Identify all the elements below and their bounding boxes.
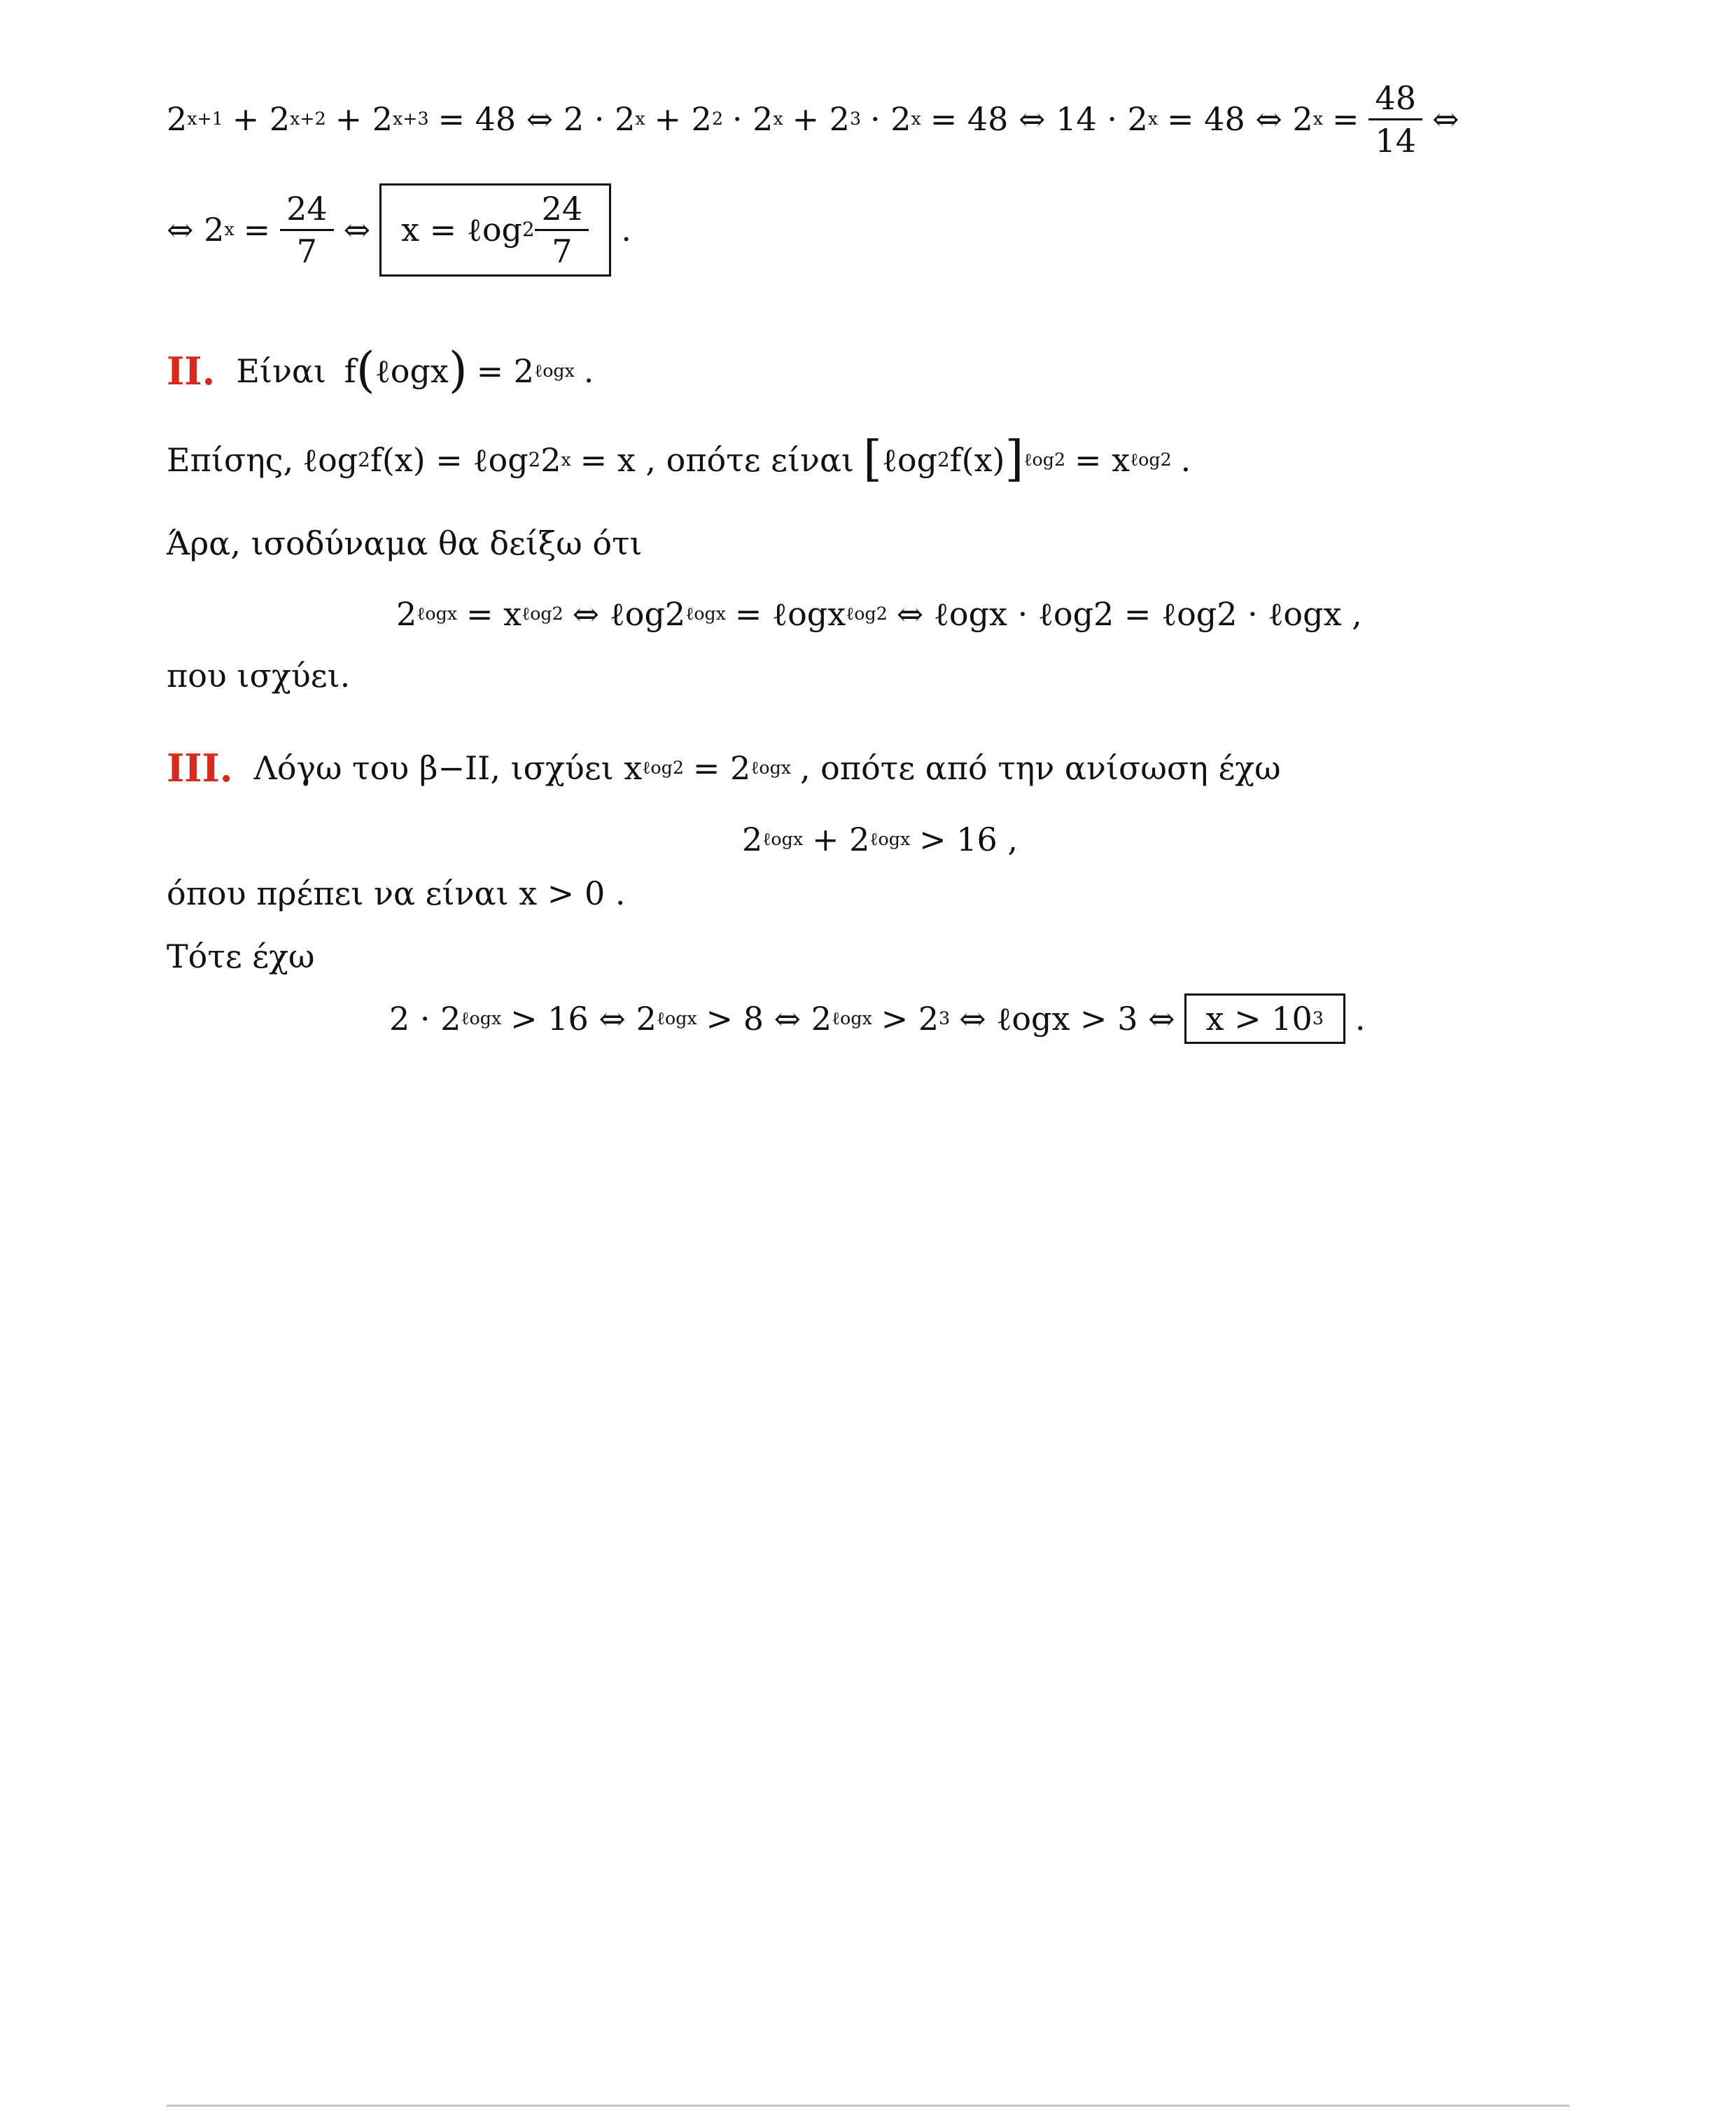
math-text: = 48 ⇔ 2: [1167, 100, 1313, 138]
math-text: = 48 ⇔ 2 · 2: [438, 100, 636, 138]
math-text: x > 10: [1205, 1000, 1312, 1038]
math-text: = 48 ⇔ 14 · 2: [930, 100, 1148, 138]
fraction-denominator: 7: [280, 229, 334, 267]
math-text: 2: [742, 821, 763, 858]
ara-line: [167, 524, 643, 563]
equation-line-2: ⇔ 2 x = $\frac{24}{7}$ ⇔ x = ℓog 2 $\frac{24}{7}$ .: [167, 181, 631, 279]
math-text: ⇔ ℓogx · ℓog2 = ℓog2 · ℓogx ,: [896, 595, 1362, 633]
math-text: ℓog: [302, 441, 358, 479]
inequality-line: 2 ℓogx + 2 ℓogx > 16 ,: [742, 821, 1018, 858]
fraction: [538, 189, 586, 270]
right-paren: ): [448, 342, 468, 399]
math-text: f(x) = ℓog: [370, 441, 528, 479]
math-text: ⇔ ℓog2: [572, 595, 686, 633]
math-text: ⇔ ℓogx > 3 ⇔: [959, 1000, 1175, 1038]
math-text: · 2: [732, 100, 774, 138]
math-text: = x: [1074, 441, 1130, 479]
math-text: > 8 ⇔ 2: [706, 1000, 832, 1038]
fraction-denominator: 14: [1368, 118, 1422, 157]
math-text: ⇔: [343, 211, 371, 249]
math-text: ⇔ 2: [167, 211, 225, 249]
body-text: Λόγω του β−II, ισχύει x: [253, 749, 643, 787]
math-text: 2: [167, 100, 188, 138]
math-text: .: [1180, 441, 1191, 479]
fraction-numerator: 24: [541, 189, 583, 228]
math-text: + 2: [792, 100, 850, 138]
math-text: = 2: [692, 749, 751, 787]
math-text: > 2: [881, 1000, 939, 1038]
fraction: [1372, 78, 1420, 160]
math-text: = x: [465, 595, 522, 633]
final-equation-line: 2 · 2 ℓogx > 16 ⇔ 2 ℓogx > 8 ⇔ 2 ℓogx > 2 3 ⇔ ℓogx > 3 ⇔ x > 10 3 .: [389, 987, 1366, 1050]
math-text: + 2: [811, 821, 870, 858]
body-text: Επίσης,: [167, 441, 294, 479]
fraction-numerator: 24: [286, 189, 328, 228]
math-text: 2: [396, 595, 417, 633]
body-text: , οπότε από την ανίσωση έχω: [799, 749, 1281, 787]
math-text: > 16 ,: [919, 821, 1018, 858]
math-text: ℓog: [881, 441, 938, 479]
left-paren: (: [356, 342, 375, 399]
section-3-line: III. Λόγω του β−II, ισχύει x ℓog2 = 2 ℓogx , οπότε από την ανίσωση έχω: [167, 746, 1281, 790]
body-text: Είναι: [236, 352, 327, 390]
math-text: + 2: [232, 100, 290, 138]
math-text: = ℓogx: [734, 595, 846, 633]
body-text: = x , οπότε είναι: [580, 441, 855, 479]
body-text: Άρα, ισοδύναμα θα δείξω ότι: [167, 524, 643, 562]
tote-line: [167, 937, 315, 976]
math-text: x = ℓog: [401, 211, 522, 249]
body-text: όπου πρέπει να είναι x > 0 .: [167, 874, 626, 912]
body-text: Τότε έχω: [167, 937, 315, 975]
footer-rule: [167, 2105, 1569, 2107]
left-bracket: [: [862, 431, 882, 488]
math-text: ℓogx: [374, 352, 449, 390]
math-text: · 2: [870, 100, 911, 138]
math-text: ⇔: [1432, 100, 1460, 138]
equation-line-3: 2 ℓogx = x ℓog2 ⇔ ℓog2 ℓogx = ℓogx ℓog2 ⇔ ℓogx · ℓog2 = ℓog2 · ℓogx ,: [396, 595, 1362, 633]
boxed-result: x > 10 3: [1184, 993, 1345, 1044]
math-text: =: [1331, 100, 1359, 138]
fraction: [284, 189, 331, 270]
math-text: 2: [540, 441, 561, 479]
section-heading: II.: [167, 349, 216, 393]
math-text: .: [583, 352, 594, 390]
episis-line: Επίσης, ℓog 2 f(x) = ℓog 2 2 x = x , οπότε είναι [ ℓog 2 f(x) ] ℓog2 = x ℓog2 .: [167, 431, 1191, 488]
math-text: .: [621, 211, 631, 249]
math-text: .: [1354, 1000, 1366, 1038]
fraction-numerator: 48: [1375, 78, 1417, 117]
body-text: που ισχύει.: [167, 657, 351, 695]
math-text: > 16 ⇔ 2: [510, 1000, 657, 1038]
equation-line-1: 2 x+1 + 2 x+2 + 2 x+3 = 48 ⇔ 2 · 2 x + 2 2 · 2 x + 2 3 · 2 x = 48 ⇔ 14 · 2 x = 48 ⇔ 2 x = $\frac{48}{14}$ ⇔: [167, 78, 1460, 160]
math-text: + 2: [335, 100, 393, 138]
math-text: f(x): [949, 441, 1005, 479]
math-text: 2 · 2: [389, 1000, 461, 1038]
math-text: = 2: [476, 352, 535, 390]
math-text: + 2: [654, 100, 712, 138]
opou-line: [167, 874, 625, 913]
boxed-result: x = ℓog 2 $\frac{24}{7}$: [379, 183, 611, 277]
fraction-denominator: 7: [535, 229, 589, 267]
math-text: f: [344, 352, 356, 390]
right-bracket: ]: [1004, 431, 1024, 488]
pou-line: [167, 656, 350, 695]
math-text: =: [243, 211, 271, 249]
section-2-line: II. Είναι f ( ℓogx ) = 2 ℓogx .: [167, 342, 594, 399]
section-heading: III.: [167, 746, 233, 790]
